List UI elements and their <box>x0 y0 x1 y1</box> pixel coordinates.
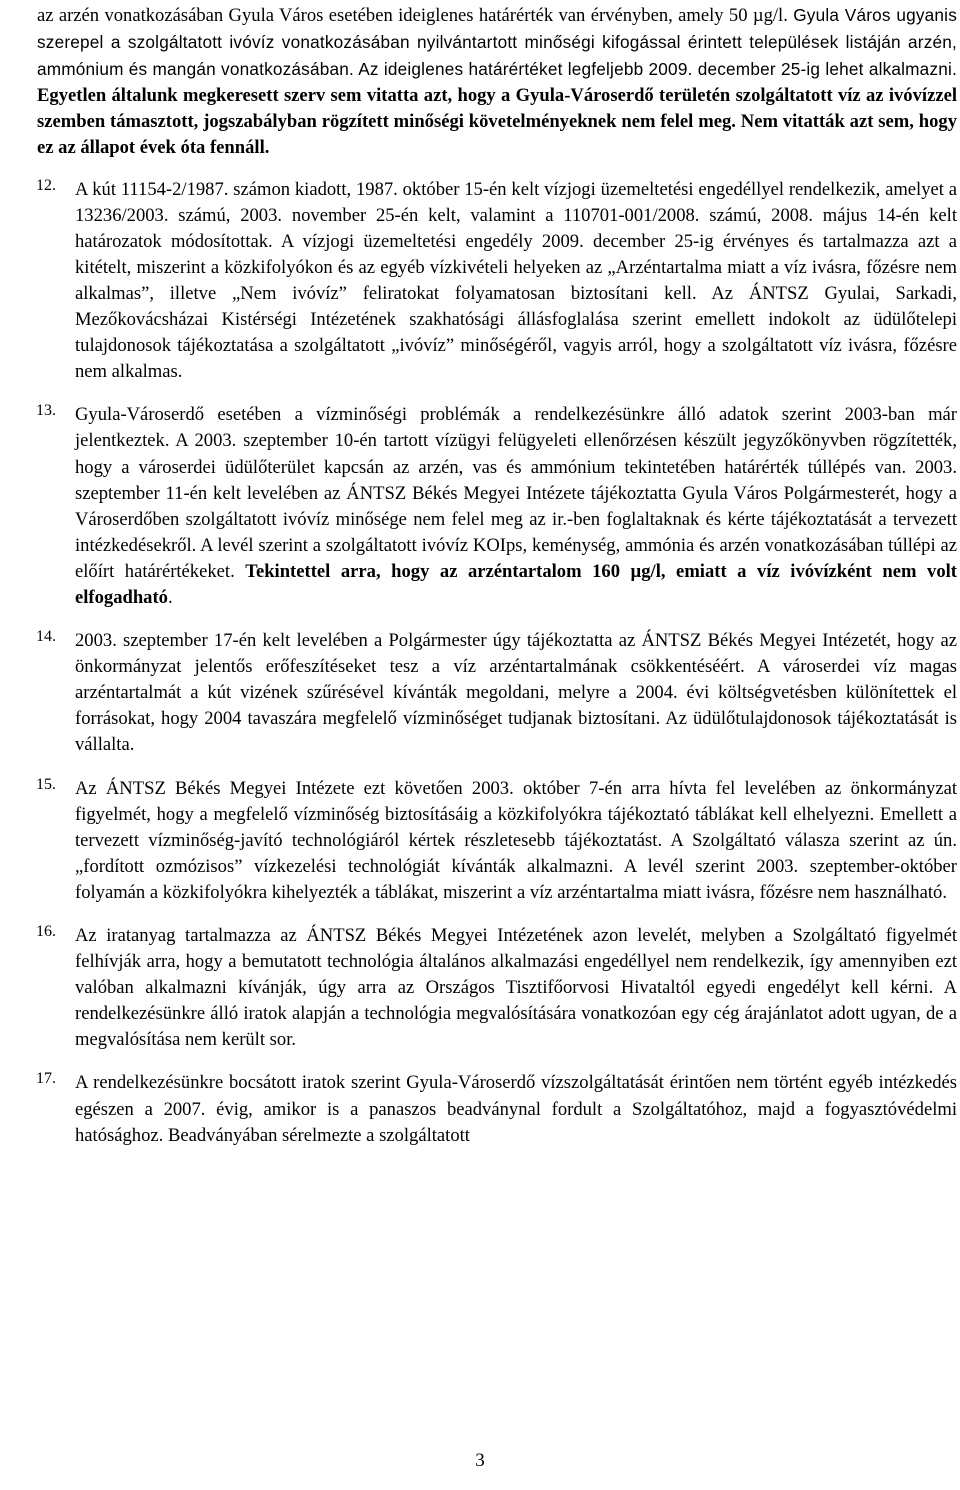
list-item-16 <box>37 923 957 1053</box>
item-number: 12. <box>36 176 56 194</box>
list-item-14 <box>37 628 957 758</box>
item-number: 17. <box>36 1070 56 1088</box>
item-text: 2003. szeptember 17-én kelt levelében a Polgármester úgy tájékoztatta az ÁNTSZ Békés Megyei Intézetét, hogy az önkormányzat jelentős erőfeszítéseket tesz a víz arzéntartalmának csökkentéséért. A városerdei víz magas arzéntartalmát a kút vizének szűrésével kívánták megoldani, melyre a 2004. évi költségvetésben különítettek el forrásokat, hogy 2004 tavaszára megfelelő vízminőséget tudjanak biztosítani. Az üdülőtulajdonosok tájékoztatását is vállalta. <box>75 630 957 756</box>
item-bold-text: Tekintettel arra, hogy az arzéntartalom 160 µg/l, emiatt a víz ivóvízként nem volt elfogadható <box>75 560 957 608</box>
continuation-text-2: Gyula Város ugyanis szerepel a szolgáltatott ivóvíz vonatkozásában nyilvántartott minőségi kifogással érintett települések listáján arzén, ammónium és mangán vonatkozásában. Az ideiglenes határértéket legfeljebb 2009. december 25-ig lehet alkalmazni. <box>37 5 957 80</box>
list-item-13 <box>37 402 957 611</box>
item-number: 14. <box>36 628 56 646</box>
document-page <box>37 0 957 1149</box>
page-number: 3 <box>475 1450 485 1471</box>
continuation-paragraph <box>37 2 957 162</box>
list-item-17 <box>37 1070 957 1148</box>
item-tail: . <box>167 586 173 608</box>
item-text: Az iratanyag tartalmazza az ÁNTSZ Békés Megyei Intézetének azon levelét, melyben a Szolgáltató figyelmét felhívják arra, hogy a bemutatott technológia általános alkalmazási engedéllyel nem rendelkezik, így amennyiben ezt valóban alkalmazni kívánják, úgy arra az Országos Tisztifőorvosi Hivataltól egyedi engedélyt kell kérni. A rendelkezésünkre álló iratok alapján a technológia megvalósítására vonatkozóan egy cég árajánlatot adott ugyan, de a megvalósítása nem került sor. <box>75 925 957 1051</box>
list-item-15 <box>37 776 957 906</box>
item-text: A kút 11154-2/1987. számon kiadott, 1987. október 15-én kelt vízjogi üzemeltetési engedéllyel rendelkezik, amelyet a 13236/2003. számú, 2003. november 25-én kelt, valamint a 110701-001/2008. számú, 2008. május 14-én kelt határozatok módosítottak. A vízjogi üzemeltetési engedély 2009. december 25-ig érvényes és tartalmazza azt a kitételt, miszerint a közkifolyókon és az egyéb vízkivételi helyeken az „Arzéntartalma miatt a víz ivásra, főzésre nem alkalmas”, illetve „Nem ivóvíz” feliratokat folyamatosan biztosítani kell. Az ÁNTSZ Gyulai, Sarkadi, Mezőkovácsházai Kistérségi Intézetének szakhatósági állásfoglalása szerint emellett indokolt az üdülőtelepi tulajdonosok tájékoztatása a szolgáltatott „ivóvíz” minőségéről, vagyis arról, hogy a szolgáltatott víz ivásra, főzésre nem alkalmas. <box>75 178 957 383</box>
item-number: 16. <box>36 923 56 940</box>
list-item-12 <box>37 177 957 386</box>
item-text: A rendelkezésünkre bocsátott iratok szerint Gyula-Városerdő vízszolgáltatását érintően nem történt egyéb intézkedés egészen a 2007. évig, amikor is a panaszos beadványnal fordult a Szolgáltatóhoz, majd a fogyasztóvédelmi hatósághoz. Beadványában sérelmezte a szolgáltatott <box>75 1072 957 1146</box>
item-number: 13. <box>36 402 56 420</box>
continuation-text-1: az arzén vonatkozásában Gyula Város esetében ideiglenes határérték van érvényben, amely 50 µg/l. <box>37 5 788 26</box>
item-text-paragraph <box>75 402 957 611</box>
continuation-bold-text: Egyetlen általunk megkeresett szerv sem vitatta azt, hogy a Gyula-Városerdő területén szolgáltatott víz az ivóvízzel szemben támasztott, jogszabályban rögzített minőségi követelményeknek nem felel meg. Nem vitatták azt sem, hogy ez az állapot évek óta fennáll. <box>37 85 957 159</box>
item-number: 15. <box>36 775 56 793</box>
item-text: Az ÁNTSZ Békés Megyei Intézete ezt követően 2003. október 7-én arra hívta fel levelében az önkormányzat figyelmét, hogy a megfelelő vízminőség biztosításáig a közkifolyókra tájékoztató táblákat kell elhelyezni. Emellett a tervezett vízminőség-javító technológiáról kértek részletesebb tájékoztatást. A Szolgáltató válasza szerint az ún. „fordított ozmózisos” vízkezelési technológiát kívánták alkalmazni. A levél szerint 2003. szeptember-október folyamán a közkifolyókra kihelyezték a táblákat, miszerint a víz arzéntartalma miatt ivásra, főzésre nem használható. <box>75 777 957 903</box>
item-text: Gyula-Városerdő esetében a vízminőségi problémák a rendelkezésünkre álló adatok szerint 2003-ban már jelentkeztek. A 2003. szeptember 10-én tartott vízügyi felügyeleti ellenőrzésen készült jegyzőkönyvben rögzítették, hogy a városerdei üdülőterület kapcsán az arzén, vas és ammónium tekintetében határérték túllépés van. 2003. szeptember 11-én kelt levelében az ÁNTSZ Békés Megyei Intézete tájékoztatta Gyula Város Polgármesterét, hogy a Városerdőben szolgáltatott ivóvíz minősége nem felel meg az ir.-ben foglaltaknak és kérte tájékoztatását a tervezett intézkedésekről. A levél szerint a szolgáltatott ivóvíz KOIps, keménység, ammónia és arzén vonatkozásában túllépi az előírt határértékeket. <box>75 404 957 582</box>
